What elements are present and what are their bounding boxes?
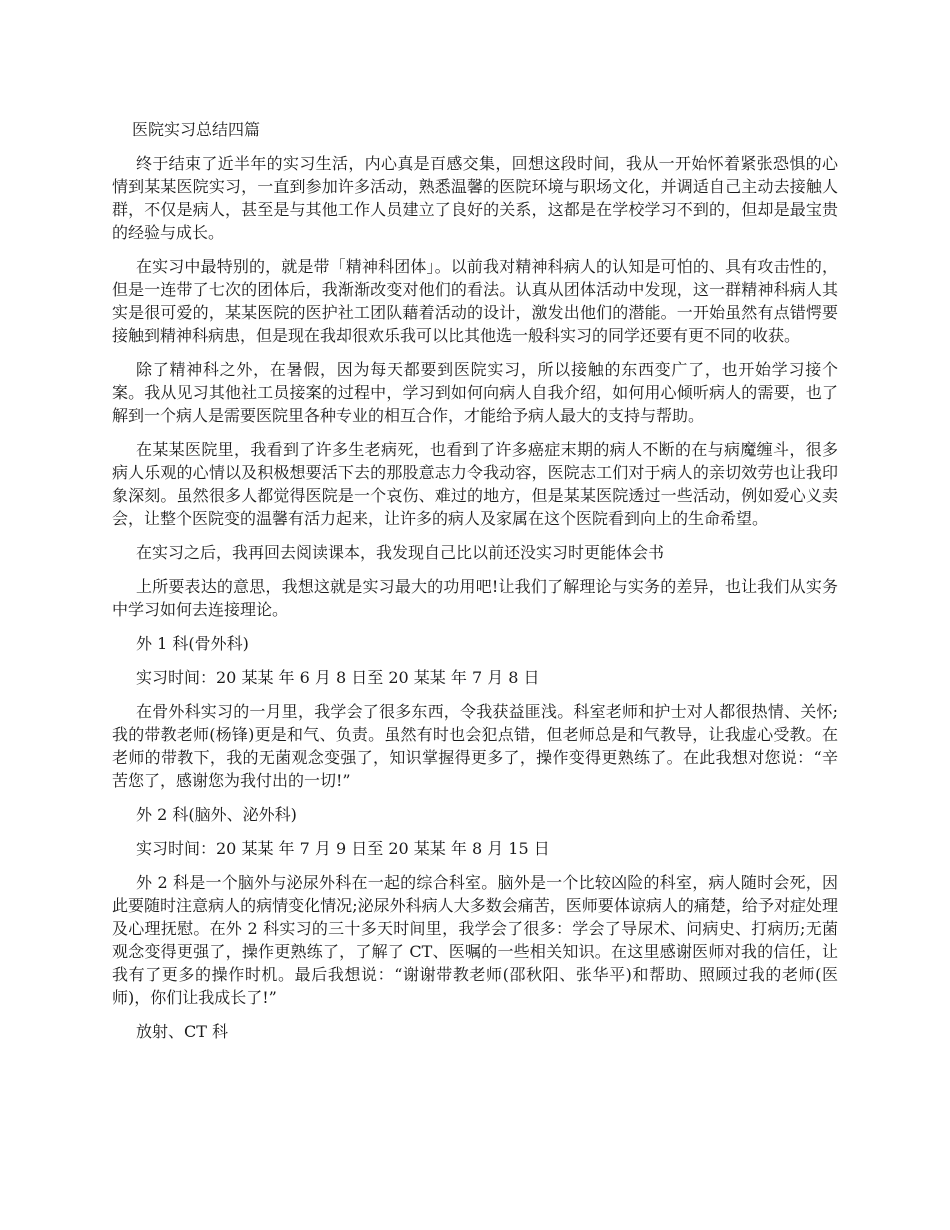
section-heading-neuro-urology: 外 2 科(脑外、泌外科): [136, 805, 297, 824]
document-title: 医院实习总结四篇: [132, 120, 261, 139]
internship-period-neuro-urology: 实习时间：20 某某 年 7 月 9 日至 20 某某 年 8 月 15 日: [136, 839, 550, 858]
paragraph-orthopedics: 在骨外科实习的一月里，我学会了很多东西，令我获益匪浅。科室老师和护士对人都很热情、关怀;我的带教老师(杨锋)更是和气、负责。虽然有时也会犯点错，但老师总是和气教导，让我虚心受教。在老师的带教下，我的无菌观念变强了，知识掌握得更多了，操作变得更熟练了。在此我想对您说：“辛苦您了，感谢您为我付出的一切!”: [112, 702, 838, 790]
paragraph-theory-practice: 上所要表达的意思，我想这就是实习最大的功用吧!让我们了解理论与实务的差异，也让我们从实务中学习如何去连接理论。: [112, 577, 838, 619]
paragraph-neuro-urology: 外 2 科是一个脑外与泌尿外科在一起的综合科室。脑外是一个比较凶险的科室，病人随时会死，因此要随时注意病人的病情变化情况;泌尿外科病人大多数会痛苦，医师要体谅病人的痛楚，给予对症处理及心理抚慰。在外 2 科实习的三十多天时间里，我学会了很多：学会了导尿术、问病史、打病历;无菌观念变得更强了，操作更熟练了，了解了 CT、医嘱的一些相关知识。在这里感谢医师对我的信任，让我有了更多的操作时机。最后我想说：“谢谢带教老师(邵秋阳、张华平)和帮助、照顾过我的老师(医师)，你们让我成长了!”: [112, 873, 838, 1007]
paragraph-intro: 终于结束了近半年的实习生活，内心真是百感交集，回想这段时间，我从一开始怀着紧张恐惧的心情到某某医院实习，一直到参加许多活动，熟悉温馨的医院环境与职场文化，并调适自己主动去接触人群，不仅是病人，甚至是与其他工作人员建立了良好的关系，这都是在学校学习不到的，但却是最宝贵的经验与成长。: [112, 154, 838, 242]
paragraph-psychiatric-group: 在实习中最特别的，就是带「精神科团体」。以前我对精神科病人的认知是可怕的、具有攻击性的，但是一连带了七次的团体后，我渐渐改变对他们的看法。认真从团体活动中发现，这一群精神科病人其实是很可爱的，某某医院的医护社工团队藉着活动的设计，激发出他们的潜能。一开始虽然有点错愕要接触到精神科病患，但是现在我却很欢乐我可以比其他选一般科实习的同学还要有更不同的收获。: [112, 257, 838, 345]
paragraph-after-internship: 在实习之后，我再回去阅读课本，我发现自己比以前还没实习时更能体会书: [136, 543, 665, 562]
paragraph-hospital-life: 在某某医院里，我看到了许多生老病死，也看到了许多癌症末期的病人不断的在与病魔缠斗，很多病人乐观的心情以及积极想要活下去的那股意志力令我动容，医院志工们对于病人的亲切效劳也让我印象深刻。虽然很多人都觉得医院是一个哀伤、难过的地方，但是某某医院透过一些活动，例如爱心义卖会，让整个医院变的温馨有活力起来，让许多的病人及家属在这个医院看到向上的生命希望。: [112, 440, 838, 528]
paragraph-summer-cases: 除了精神科之外，在暑假，因为每天都要到医院实习，所以接触的东西变广了，也开始学习接个案。我从见习其他社工员接案的过程中，学习到如何向病人自我介绍，如何用心倾听病人的需要，也了解到一个病人是需要医院里各种专业的相互合作，才能给予病人最大的支持与帮助。: [112, 360, 838, 425]
document-page: [112, 118, 838, 1054]
internship-period-orthopedics: 实习时间：20 某某 年 6 月 8 日至 20 某某 年 7 月 8 日: [136, 668, 540, 687]
section-heading-radiology-ct: 放射、CT 科: [136, 1022, 229, 1041]
section-heading-orthopedics: 外 1 科(骨外科): [136, 634, 249, 653]
